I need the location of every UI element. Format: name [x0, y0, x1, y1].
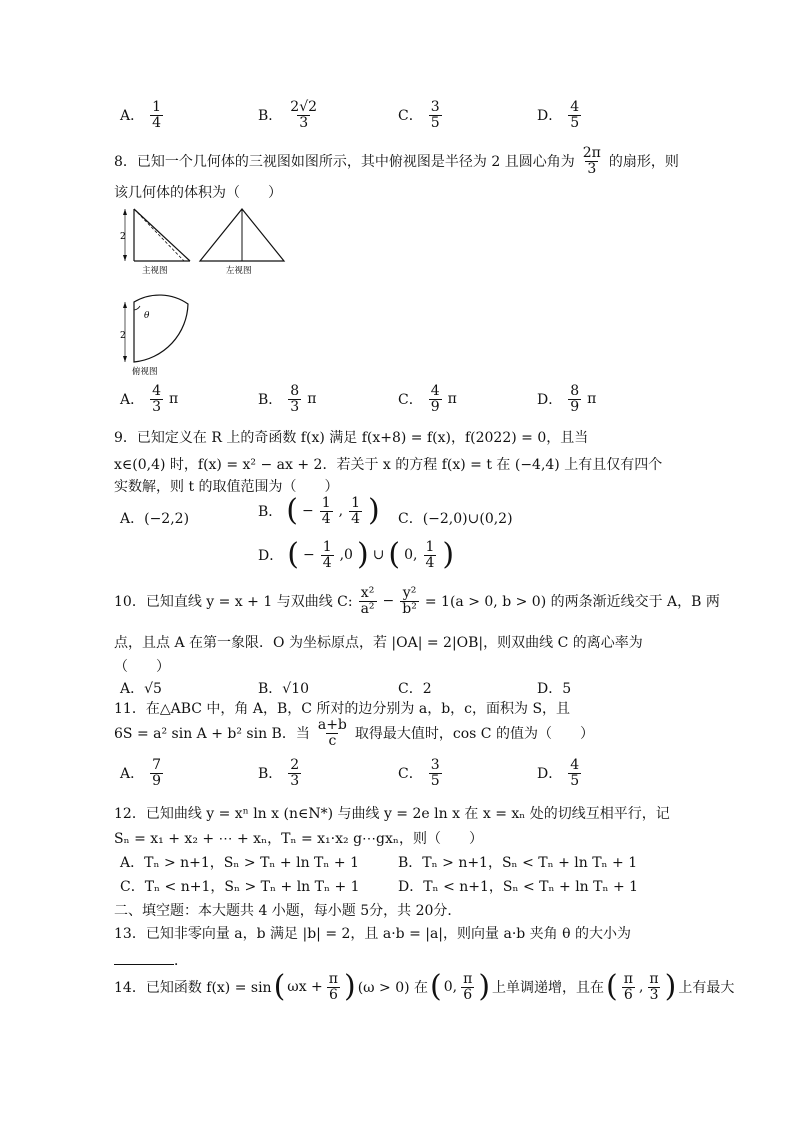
- q12-option-a: A．Tₙ > n+1，Sₙ > Tₙ + ln Tₙ + 1: [120, 855, 359, 871]
- q10-option-a: A．√5: [120, 681, 162, 697]
- q10-stem-line2: 点，且点 A 在第一象限．O 为坐标原点，若 |OA| = 2|OB|，则双曲线 C 的离心率为: [114, 635, 643, 651]
- q13-stem-line1: 13．已知非零向量 a，b 满足 |b| = 2，且 a·b = |a|，则向量 a·b 夹角 θ 的大小为: [114, 926, 632, 942]
- q11-option-b: B． $\frac{2}{3}$: [258, 757, 300, 789]
- q8-stem-line1: 8．已知一个几何体的三视图如图所示，其中俯视图是半径为 2 且圆心角为 $\frac{2\pi}{3}$ 的扇形，则: [114, 145, 679, 177]
- q7-option-b: B． $\frac{2√2}{3}$: [258, 99, 318, 131]
- q11-option-d: D． $\frac{4}{5}$: [537, 757, 580, 789]
- q12-stem-line1: 12．已知曲线 y = xⁿ ln x (n∈N*) 与曲线 y = 2e ln x 在 x = xₙ 处的切线互相平行，记: [114, 806, 670, 822]
- q8-option-b: B． $\frac{8}{3}$ π: [258, 383, 317, 415]
- section-heading-fill-in: 二、填空题：本大题共 4 小题，每小题 5分，共 20分．: [114, 903, 462, 919]
- top-view-label: 俯视图: [132, 367, 158, 377]
- q10-stem-line1: 10．已知直线 y = x + 1 与双曲线 C: $\frac{\text{x²}}{\text{a²}}$ − $\frac{\text{y²}}{\text{b²}}$ = 1(a > 0, b > 0) 的两条渐近线交于 A，B 两: [114, 585, 720, 617]
- q7-option-d: D． $\frac{4}{5}$: [537, 99, 580, 131]
- q8-top-view-figure: [118, 280, 198, 378]
- front-view-label: 主视图: [142, 266, 168, 276]
- q12-stem-line2: Sₙ = x₁ + x₂ + ⋯ + xₙ，Tₙ = x₁·x₂ g⋯gxₙ，则（ ）: [114, 831, 483, 847]
- q11-stem-line2: 6S = a² sin A + b² sin B．当 $\frac{a+b}{c}$ 取得最大值时，cos C 的值为（ ）: [114, 717, 594, 749]
- top-view-dim: 2: [120, 331, 126, 341]
- theta-label: θ: [144, 311, 150, 321]
- q9-option-c: C．(−2,0)∪(0,2): [398, 511, 513, 527]
- q13-answer-blank[interactable]: ．: [114, 950, 188, 970]
- q8-three-view-figure: [118, 205, 288, 277]
- q10-stem-line3: （ ）: [114, 659, 170, 675]
- q9-option-d: D． ( − $\frac{1}{4}$ ,0 ) ∪ ( 0, $\frac{1}{4}$ ): [258, 537, 455, 573]
- q13-blank-line[interactable]: [114, 964, 174, 965]
- q11-option-a: A． $\frac{7}{9}$: [120, 757, 162, 789]
- q12-option-d: D．Tₙ < n+1，Sₙ < Tₙ + ln Tₙ + 1: [398, 879, 639, 895]
- q8-option-a: A． $\frac{4}{3}$ π: [120, 383, 179, 415]
- q10-option-b: B．√10: [258, 681, 310, 697]
- front-view-dim: 2: [120, 232, 126, 242]
- front-view-drawing: [120, 209, 190, 276]
- q11-stem-line1: 11．在△ABC 中，角 A，B，C 所对的边分别为 a，b，c，面积为 S，且: [114, 701, 571, 717]
- side-view-drawing: [200, 209, 284, 276]
- q7-option-c: C． $\frac{3}{5}$: [398, 99, 440, 131]
- side-view-label: 左视图: [226, 266, 252, 276]
- q9-stem-line3: 实数解，则 t 的取值范围为（ ）: [114, 479, 339, 495]
- q9-option-b: B． ( − $\frac{1}{4}$ , $\frac{1}{4}$ ): [258, 493, 380, 529]
- q10-option-d: D．5: [537, 681, 572, 697]
- q10-option-c: C．2: [398, 681, 432, 697]
- q8-stem-line2: 该几何体的体积为（ ）: [114, 185, 282, 201]
- q12-option-c: C．Tₙ < n+1，Sₙ > Tₙ + ln Tₙ + 1: [120, 879, 360, 895]
- q8-option-c: C． $\frac{4}{9}$ π: [398, 383, 457, 415]
- q8-option-d: D． $\frac{8}{9}$ π: [537, 383, 597, 415]
- q9-stem-line2: x∈(0,4) 时，f(x) = x² − ax + 2．若关于 x 的方程 f(x) = t 在 (−4,4) 上有且仅有四个: [114, 457, 663, 473]
- q7-option-a: A． $\frac{1}{4}$: [120, 99, 162, 131]
- q11-option-c: C． $\frac{3}{5}$: [398, 757, 440, 789]
- q14-stem-line1: 14．已知函数 f(x) = sin ( ωx + $\frac{\pi}{6}$ ) (ω > 0) 在 ( 0, $\frac{\pi}{6}$ ) 上单调递增，且在 ( $\frac{\pi}{6}$ , $\frac{\pi}{3}$ ) 上有最大: [114, 969, 735, 1005]
- q9-stem-line1: 9．已知定义在 R 上的奇函数 f(x) 满足 f(x+8) = f(x)，f(2022) = 0，且当: [114, 430, 589, 446]
- q12-option-b: B．Tₙ > n+1，Sₙ < Tₙ + ln Tₙ + 1: [398, 855, 638, 871]
- q9-option-a: A．(−2,2): [120, 511, 190, 527]
